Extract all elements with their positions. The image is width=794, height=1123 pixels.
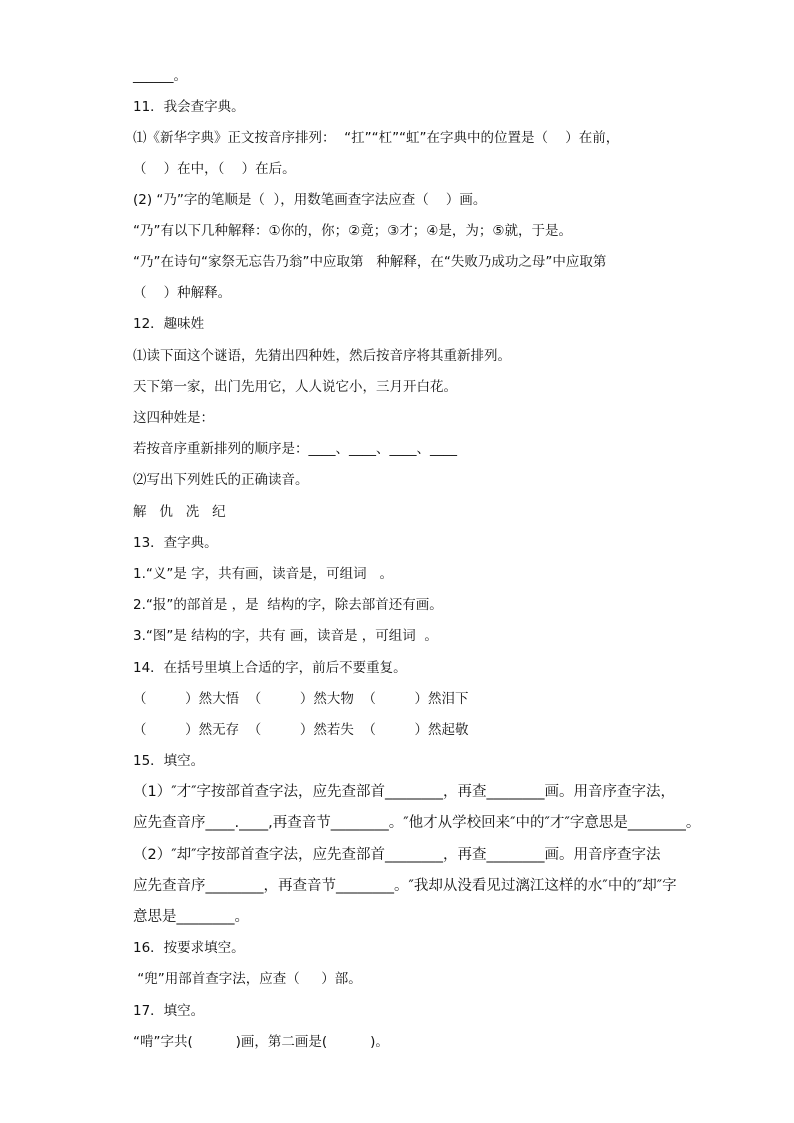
text-line: （ ）在中，（ ）在后。 bbox=[133, 161, 296, 177]
question-13-title: 13．查字典。 bbox=[133, 535, 218, 551]
text-line: 2.“报”的部首是 ，是 结构的字，除去部首还有画。 bbox=[133, 597, 443, 613]
text-line: （ ）种解释。 bbox=[133, 285, 232, 301]
question-16-title: 16．按要求填空。 bbox=[133, 940, 245, 956]
text-line: ⑴《新华字典》正文按音序排列： “扛”“杠”“虹”在字典中的位置是（ ）在前， bbox=[133, 130, 620, 146]
text-line: 1.“义”是 字，共有画，读音是，可组词 。 bbox=[133, 566, 394, 582]
text-line: “啃”字共( )画，第二画是( )。 bbox=[133, 1034, 389, 1050]
text-line: 应先查音序________，再查音节________。″我却从没看见过漓江这样的水″中的″却″字 bbox=[133, 878, 677, 894]
text-line: “乃”在诗句“家祭无忘告乃翁”中应取第 种解释，在“失败乃成功之母”中应取第 bbox=[133, 254, 607, 270]
text-line: 应先查音序____.____,再查音节________。″他才从学校回来″中的″才″字意思是________。 bbox=[133, 815, 701, 831]
fill-row: （ ）然大悟 （ ）然大物 （ ）然泪下 bbox=[133, 691, 469, 707]
question-12-title: 12．趣味姓 bbox=[133, 316, 205, 332]
text-line: 这四种姓是： bbox=[133, 410, 214, 426]
text-line: “兜”用部首查字法，应查（ ）部。 bbox=[133, 971, 362, 987]
question-17-title: 17．填空。 bbox=[133, 1003, 205, 1019]
text-line: 意思是________。 bbox=[133, 909, 249, 925]
text-line: （1）″才″字按部首查字法，应先查部首________，再查________画。用音序查字法， bbox=[133, 784, 676, 800]
text-line: ______。 bbox=[133, 68, 187, 84]
riddle-text: 天下第一家，出门先用它，人人说它小，三月开白花。 bbox=[133, 379, 457, 395]
question-14-title: 14．在括号里填上合适的字，前后不要重复。 bbox=[133, 660, 407, 676]
surname-list: 解 仇 冼 纪 bbox=[133, 504, 226, 520]
question-11-title: 11．我会查字典。 bbox=[133, 99, 245, 115]
fill-row: （ ）然无存 （ ）然若失 （ ）然起敬 bbox=[133, 722, 469, 738]
text-line: ⑵写出下列姓氏的正确读音。 bbox=[133, 472, 309, 488]
text-line: 若按音序重新排列的顺序是：____、____、____、____ bbox=[133, 441, 457, 457]
text-line: (2) “乃”字的笔顺是（ ），用数笔画查字法应查（ ）画。 bbox=[133, 192, 487, 208]
text-line: “乃”有以下几种解释：①你的，你；②竟；③才；④是，为；⑤就，于是。 bbox=[133, 223, 572, 239]
question-15-title: 15．填空。 bbox=[133, 753, 205, 769]
text-line: ⑴读下面这个谜语，先猜出四种姓，然后按音序将其重新排列。 bbox=[133, 348, 511, 364]
text-line: 3.“图”是 结构的字，共有 画，读音是 ，可组词 。 bbox=[133, 628, 438, 644]
text-line: （2）″却″字按部首查字法，应先查部首________，再查________画。用音序查字法 bbox=[133, 847, 661, 863]
